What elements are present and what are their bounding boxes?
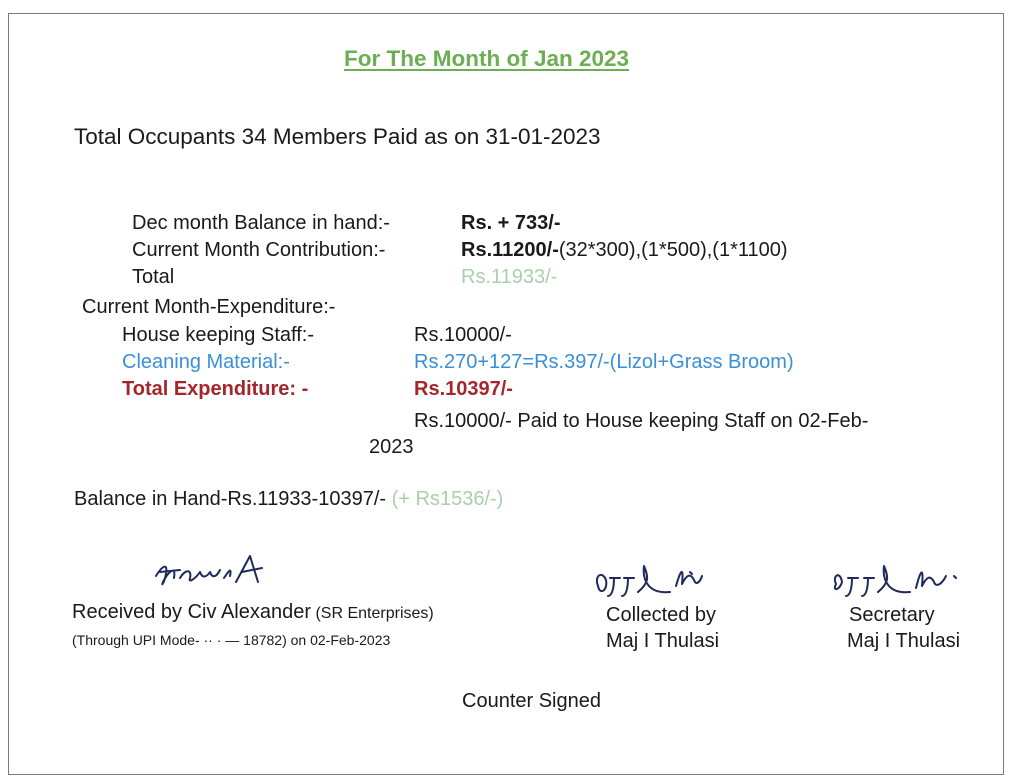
total-expenditure-label: Total Expenditure: - <box>122 378 309 400</box>
balance-row <box>74 488 503 511</box>
contribution-label: Current Month Contribution:- <box>132 239 386 261</box>
expenditure-heading: Current Month-Expenditure:- <box>82 296 336 318</box>
contribution-row <box>461 239 788 262</box>
housekeeping-value: Rs.10000/- <box>414 324 512 346</box>
cleaning-label: Cleaning Material:- <box>122 351 290 373</box>
counter-signed-label: Counter Signed <box>462 690 601 712</box>
contribution-detail: (32*300),(1*500),(1*1100) <box>558 239 788 261</box>
collected-by-name: Maj I Thulasi <box>606 630 720 652</box>
dec-balance-value: Rs. + 733/- <box>461 212 561 234</box>
cleaning-value: Rs.270+127=Rs.397/-(Lizol+Grass Broom) <box>414 351 794 373</box>
received-line1 <box>72 601 434 624</box>
collected-by-role: Collected by <box>606 604 717 626</box>
secretary-signature <box>826 556 976 606</box>
housekeeping-label: House keeping Staff:- <box>122 324 314 346</box>
receiver-signature <box>150 548 280 594</box>
page-title: For The Month of Jan 2023 <box>344 46 630 71</box>
collector-signature <box>590 556 720 606</box>
balance-text: Balance in Hand-Rs.11933-10397/- <box>74 488 387 510</box>
contribution-value: Rs.11200/- <box>461 239 559 261</box>
paid-note-line2: 2023 <box>369 436 414 458</box>
received-upi-line: (Through UPI Mode- ·· · — 18782) on 02-Feb-2023 <box>72 632 391 648</box>
paid-note-line1: Rs.10000/- Paid to House keeping Staff on 02-Feb- <box>414 410 869 432</box>
secretary-role: Secretary <box>849 604 935 626</box>
received-company: (SR Enterprises) <box>315 605 434 622</box>
dec-balance-label: Dec month Balance in hand:- <box>132 212 390 234</box>
received-by: Received by Civ Alexander <box>72 601 312 623</box>
income-total-value: Rs.11933/- <box>461 266 558 288</box>
balance-value: (+ Rs1536/-) <box>391 488 504 510</box>
total-expenditure-value: Rs.10397/- <box>414 378 513 400</box>
secretary-name: Maj I Thulasi <box>847 630 961 652</box>
occupants-summary: Total Occupants 34 Members Paid as on 31-01-2023 <box>74 124 601 149</box>
income-total-label: Total <box>132 266 175 288</box>
